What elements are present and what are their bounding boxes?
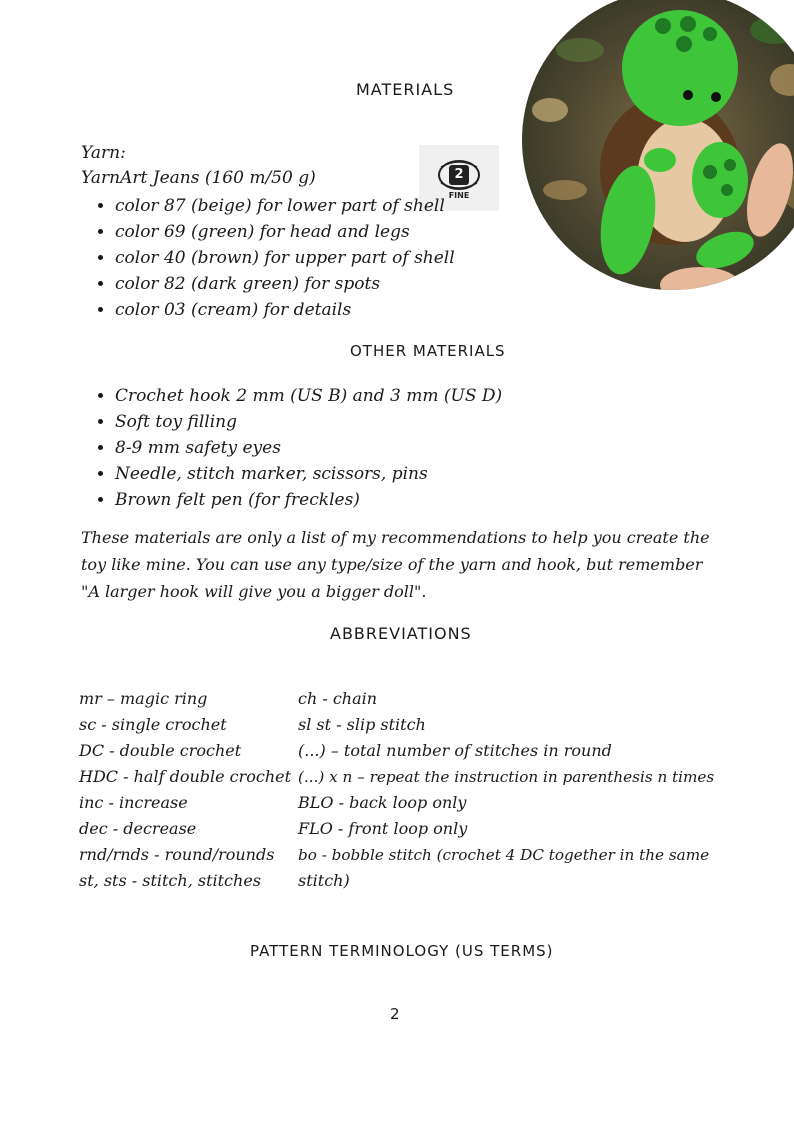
list-item: • Brown felt pen (for freckles) <box>115 487 502 513</box>
abbreviation-item: (...) x n – repeat the instruction in parenthesis n times <box>298 768 715 786</box>
abbreviations-left-column <box>79 686 291 894</box>
yarn-weight-label: FINE <box>448 191 470 200</box>
turtle-photo <box>520 0 794 296</box>
abbreviation-item: dec - decrease <box>79 819 197 838</box>
yarn-weight-number: 2 <box>454 167 464 182</box>
materials-note: These materials are only a list of my recommendations to help you create the toy like mine. You can use any type/size of the yarn and hook, but remember "A larger hook will give you a bigger doll". <box>81 528 710 601</box>
abbreviation-item: inc - increase <box>79 793 188 812</box>
abbreviation-item: rnd/rnds - round/rounds <box>79 845 275 864</box>
abbreviation-item: ch - chain <box>298 689 378 708</box>
other-materials-heading: OTHER MATERIALS <box>350 342 506 360</box>
abbreviation-item: HDC - half double crochet <box>79 767 292 786</box>
list-item: • color 40 (brown) for upper part of shell <box>115 245 455 271</box>
list-item: • Soft toy filling <box>115 409 502 435</box>
other-materials-list <box>81 383 502 513</box>
yarn-label: Yarn: <box>81 143 126 163</box>
yarn-brand: YarnArt Jeans (160 m/50 g) <box>81 168 316 188</box>
abbreviation-item: (...) – total number of stitches in round <box>298 741 612 760</box>
abbreviation-item: BLO - back loop only <box>298 793 467 812</box>
list-item: • color 82 (dark green) for spots <box>115 271 455 297</box>
list-item: • Needle, stitch marker, scissors, pins <box>115 461 502 487</box>
list-item: • 8-9 mm safety eyes <box>115 435 502 461</box>
abbreviation-item: FLO - front loop only <box>298 819 468 838</box>
list-item: • color 03 (cream) for details <box>115 297 455 323</box>
yarn-color-list <box>81 193 455 323</box>
abbreviations-heading: ABBREVIATIONS <box>330 624 472 643</box>
list-item: • color 69 (green) for head and legs <box>115 219 455 245</box>
list-item: • Crochet hook 2 mm (US B) and 3 mm (US D) <box>115 383 502 409</box>
abbreviations-right-column <box>298 686 714 894</box>
terminology-heading: PATTERN TERMINOLOGY (US TERMS) <box>250 942 554 960</box>
abbreviation-item: stitch) <box>298 871 350 890</box>
materials-heading: MATERIALS <box>356 80 455 99</box>
abbreviation-item: st, sts - stitch, stitches <box>79 871 261 890</box>
abbreviation-item: DC - double crochet <box>79 741 242 760</box>
abbreviation-item: bo - bobble stitch (crochet 4 DC together in the same <box>298 846 710 864</box>
abbreviation-item: sl st - slip stitch <box>298 715 426 734</box>
abbreviation-item: mr – magic ring <box>79 689 208 708</box>
list-item: • color 87 (beige) for lower part of shell <box>115 193 455 219</box>
page-number: 2 <box>390 1005 401 1023</box>
abbreviation-item: sc - single crochet <box>79 715 227 734</box>
